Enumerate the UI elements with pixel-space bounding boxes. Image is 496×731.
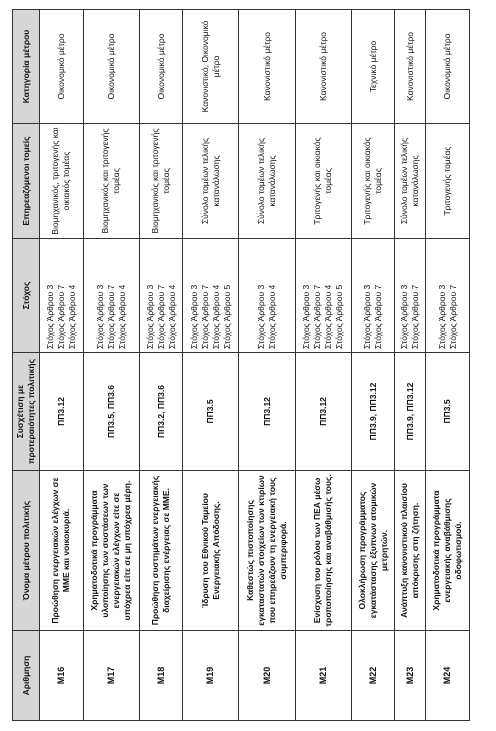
measure-name: Ίδρυση του Εθνικού Ταμείου Ενεργειακής Απόδοσης. [183, 471, 239, 631]
measure-priorities: ΠΠ3.9, ΠΠ3.12 [351, 353, 395, 471]
measure-targets [426, 239, 470, 353]
target-line: Στόχος Άρθρου 7 [373, 284, 384, 349]
measure-targets [295, 239, 351, 353]
measure-category: Τεχνικό μέτρο [351, 10, 395, 124]
measure-sectors: Τριτογενής και οικιακός τομέας [295, 124, 351, 239]
target-line: Στόχος Άρθρου 3 [301, 284, 312, 349]
measure-priorities: ΠΠ3.2, ΠΠ3.6 [139, 353, 183, 471]
measure-category: Οικονομικό μέτρο [426, 10, 470, 124]
measure-targets [183, 239, 239, 353]
target-line: Στόχος Άρθρου 7 [312, 284, 323, 349]
measure-name: Ολοκλήρωση προγράμματος εγκατάστασης έξυπνων ατομικών μετρητών. [351, 471, 395, 631]
measure-category: Κανονιστικό μέτρο [239, 10, 295, 124]
measure-name: Προώθηση συστημάτων ενεργειακής διαχείρισης ενέργειας σε ΜΜΕ. [139, 471, 183, 631]
target-line: Στόχος Άρθρου 4 [66, 284, 77, 349]
measure-sectors: Σύνολο τομέων τελικής κατανάλωσης [183, 124, 239, 239]
measure-id: Μ23 [395, 631, 426, 721]
measure-category: Οικονομικό μέτρο [139, 10, 183, 124]
table-row [40, 10, 84, 721]
target-line: Στόχος Άρθρου 5 [221, 284, 232, 349]
target-line: Στόχος Άρθρου 3 [436, 284, 447, 349]
table-body [40, 10, 470, 721]
target-line: Στόχος Άρθρου 4 [116, 284, 127, 349]
measure-priorities: ΠΠ3.12 [239, 353, 295, 471]
table-row [183, 10, 239, 721]
measure-sectors: Σύνολο τομέων τελικής κατανάλωσης [239, 124, 295, 239]
target-line: Στόχος Άρθρου 3 [44, 284, 55, 349]
measure-name: Καθεστώς πιστοποίησης εγκαταστατών στοιχείων των κτιρίων που επηρεάζουν τη ενεργειακή τους συμπεριφορά. [239, 471, 295, 631]
measure-targets [239, 239, 295, 353]
target-line: Στόχος Άρθρου 4 [323, 284, 334, 349]
header-targets: Στόχος [13, 239, 40, 353]
measure-targets [351, 239, 395, 353]
measure-id: Μ17 [83, 631, 139, 721]
measure-priorities: ΠΠ3.5 [426, 353, 470, 471]
measure-priorities: ΠΠ3.12 [40, 353, 84, 471]
target-line: Στόχος Άρθρου 4 [166, 284, 177, 349]
table-row [395, 10, 426, 721]
measure-id: Μ19 [183, 631, 239, 721]
measure-name: Ανάπτυξη κανονιστικού πλαισίου απόκρισης στη ζήτηση. [395, 471, 426, 631]
table-row [295, 10, 351, 721]
target-line: Στόχος Άρθρου 7 [55, 284, 66, 349]
measure-sectors: Βιομηχανικός και τριτογενής τομέας [83, 124, 139, 239]
measure-id: Μ20 [239, 631, 295, 721]
header-name: Όνομα μέτρου πολιτικής [13, 471, 40, 631]
measure-category: Κανονιστικό, Οικονομικό μέτρο [183, 10, 239, 124]
measure-targets [139, 239, 183, 353]
policy-measures-table [12, 9, 470, 721]
table-header-row [13, 10, 40, 721]
measure-id: Μ21 [295, 631, 351, 721]
target-line: Στόχος Άρθρου 3 [144, 284, 155, 349]
target-line: Στόχος Άρθρου 7 [105, 284, 116, 349]
measure-priorities: ΠΠ3.5, ΠΠ3.6 [83, 353, 139, 471]
header-sectors: Επηρεαζόμενοι τομείς [13, 124, 40, 239]
measure-targets [395, 239, 426, 353]
measure-sectors: Βιομηχανικός και τριτογενής τομέας [139, 124, 183, 239]
table-row [351, 10, 395, 721]
measure-name: Προώθηση ενεργειακών ελέγχων σε ΜΜΕ και νοικοκυριά. [40, 471, 84, 631]
measure-category: Κανονιστικό μέτρο [395, 10, 426, 124]
target-line: Στόχος Άρθρου 7 [199, 284, 210, 349]
target-line: Στόχος Άρθρου 4 [210, 284, 221, 349]
header-id: Αριθμηση [13, 631, 40, 721]
table-row [139, 10, 183, 721]
measure-category: Οικονομικό μέτρο [40, 10, 84, 124]
measure-category: Κανονιστικό μέτρο [295, 10, 351, 124]
target-line: Στόχος Άρθρου 7 [410, 284, 421, 349]
target-line: Στόχος Άρθρου 3 [188, 284, 199, 349]
measure-id: Μ18 [139, 631, 183, 721]
table-row [426, 10, 470, 721]
measure-id: Μ16 [40, 631, 84, 721]
target-line: Στόχος Άρθρου 7 [155, 284, 166, 349]
target-line: Στόχος Άρθρου 4 [267, 284, 278, 349]
target-line: Στόχος Άρθρου 3 [399, 284, 410, 349]
header-priorities: Συσχέτιση με προτεραιότητες πολιτικής [13, 353, 40, 471]
measure-sectors: Τριτογενής τομέας [426, 124, 470, 239]
measure-id: Μ24 [426, 631, 470, 721]
table-row [83, 10, 139, 721]
measure-category: Οικονομικό μέτρο [83, 10, 139, 124]
measure-id: Μ22 [351, 631, 395, 721]
measure-priorities: ΠΠ3.9, ΠΠ3.12 [395, 353, 426, 471]
measure-priorities: ΠΠ3.12 [295, 353, 351, 471]
table-row [239, 10, 295, 721]
target-line: Στόχος Άρθρου 7 [447, 284, 458, 349]
target-line: Στόχος Άρθρου 3 [362, 284, 373, 349]
measure-sectors: Σύνολο τομέων τελικής κατανάλωσης [395, 124, 426, 239]
measure-priorities: ΠΠ3.5 [183, 353, 239, 471]
target-line: Στόχος Άρθρου 5 [334, 284, 345, 349]
measure-name: Χρηματοδοτικά προγράμματα υλοποίησης των συστάσεων των ενεργειακών ελέγχων είτε σε υπόχρεα είτε σε μη υπόχρεα μέρη. [83, 471, 139, 631]
measure-sectors: Βιομηχανικός, τριτογενής και οικιακός τομέας [40, 124, 84, 239]
measure-name: Ενίσχυση του ρόλου των ΠΕΑ μέσω τροποποίησης και αναβάθμισής τους. [295, 471, 351, 631]
header-category: Κατηγορία μέτρου [13, 10, 40, 124]
measure-name: Χρηματοδοτικά προγράμματα ενεργειακής αναβάθμισης οδοφωτισμού. [426, 471, 470, 631]
target-line: Στόχος Άρθρου 3 [94, 284, 105, 349]
measure-sectors: Τριτογενής και οικιακός τομέας [351, 124, 395, 239]
measure-targets [83, 239, 139, 353]
measure-targets [40, 239, 84, 353]
target-line: Στόχος Άρθρου 3 [256, 284, 267, 349]
